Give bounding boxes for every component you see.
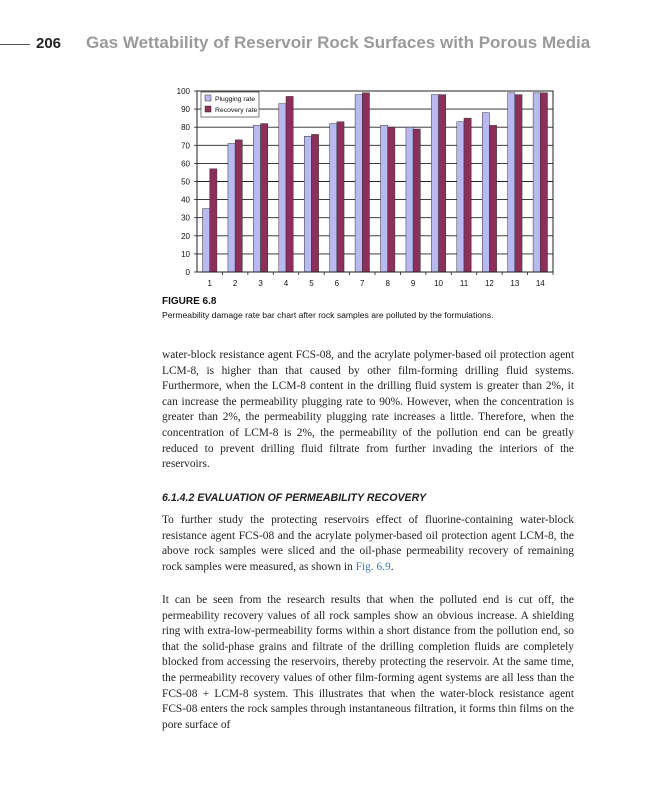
figure-6-9-link[interactable]: Fig. 6.9	[355, 560, 391, 573]
bar-recovery-rate	[489, 125, 496, 272]
x-tick-label: 7	[360, 279, 365, 288]
y-tick-label: 20	[181, 231, 190, 241]
bar-plugging-rate	[406, 127, 413, 272]
bar-plugging-rate	[304, 136, 311, 272]
bar-recovery-rate	[286, 96, 293, 272]
bar-plugging-rate	[330, 124, 337, 272]
y-tick-label: 90	[181, 105, 190, 115]
x-tick-label: 8	[385, 279, 390, 288]
x-tick-label: 4	[283, 279, 289, 288]
bar-recovery-rate	[311, 134, 318, 272]
bar-plugging-rate	[482, 113, 489, 272]
bar-recovery-rate	[540, 93, 547, 272]
x-tick-label: 12	[484, 279, 494, 288]
bar-recovery-rate	[464, 118, 471, 272]
bar-plugging-rate	[533, 93, 540, 272]
y-tick-label: 50	[181, 177, 190, 187]
bar-recovery-rate	[362, 93, 369, 272]
x-tick-label: 10	[434, 279, 444, 288]
x-tick-label: 13	[510, 279, 520, 288]
y-tick-label: 60	[181, 159, 190, 169]
running-header-title: Gas Wettability of Reservoir Rock Surfaces with Porous Media	[86, 33, 591, 52]
x-tick-label: 5	[309, 279, 314, 288]
figure-caption: Permeability damage rate bar chart after rock samples are polluted by the formulations.	[162, 310, 494, 320]
bar-recovery-rate	[210, 169, 217, 272]
bar-recovery-rate	[413, 129, 420, 272]
body-paragraph-2	[162, 513, 574, 575]
bar-plugging-rate	[355, 95, 362, 272]
legend-swatch	[205, 106, 211, 112]
legend-label: Recovery rate	[215, 107, 258, 114]
y-tick-label: 100	[176, 87, 190, 96]
x-tick-label: 9	[410, 279, 416, 288]
y-tick-label: 70	[181, 141, 190, 151]
bar-plugging-rate	[381, 125, 388, 272]
bar-recovery-rate	[261, 124, 268, 272]
bar-recovery-rate	[515, 95, 522, 272]
bar-plugging-rate	[431, 95, 438, 272]
bar-recovery-rate	[337, 122, 344, 272]
x-tick-label: 1	[207, 279, 212, 288]
bar-plugging-rate	[508, 93, 515, 272]
x-tick-label: 6	[334, 279, 340, 288]
bar-plugging-rate	[457, 122, 464, 272]
y-tick-label: 0	[185, 268, 190, 277]
paragraph-2-text: To further study the protecting reservoirs effect of fluorine-containing water-block resistance agent FCS-08 and the acrylate polymer-based oil protection agent LCM-8, the above rock samples were sliced and the oil-phase permeability recovery of remaining rock samples were measured, as shown in	[162, 514, 574, 573]
page-number: 206	[36, 35, 62, 52]
bar-plugging-rate	[279, 104, 286, 272]
header-rule	[0, 44, 30, 45]
legend-label: Plugging rate	[215, 96, 256, 103]
bar-recovery-rate	[235, 140, 242, 272]
y-tick-label: 80	[181, 123, 190, 133]
bar-recovery-rate	[388, 127, 395, 272]
bar-recovery-rate	[439, 95, 446, 272]
x-tick-label: 11	[459, 279, 469, 288]
y-tick-label: 40	[181, 195, 190, 205]
legend-swatch	[205, 95, 211, 101]
y-tick-label: 30	[181, 213, 190, 223]
x-tick-label: 3	[258, 279, 263, 288]
body-paragraph-1: water-block resistance agent FCS-08, and the acrylate polymer-based oil protection agent LCM-8, is higher than that caused by other film-forming drilling fluid systems. Furthermore, when the LCM-8 content in the drilling fluid system is greater than 2%, it can increase the permeability plugging rate to 90%. However, when the concentration is greater than 2%, the permeability plugging rate increases a little. Therefore, when the concentration of LCM-8 is 2%, the permeability of the pollution end can be greatly reduced to prevent drilling fluid filtrate from further invading the interiors of the reservoirs.	[162, 349, 574, 471]
bar-plugging-rate	[203, 209, 210, 272]
y-tick-label: 10	[181, 249, 190, 259]
bar-plugging-rate	[253, 125, 260, 272]
x-tick-label: 14	[535, 279, 545, 288]
body-paragraph-3: It can be seen from the research results that when the polluted end is cut off, the permeability recovery values of all rock samples show an obvious increase. A shielding ring with extra-low-permeability forms within a short distance from the pollution end, so that the solid-phase grains and filtrate of the drilling completion fluids are completely blocked from accessing the reservoirs, thereby protecting the reservoir. At the same time, the permeability recovery values of other film-forming agent systems are all less than the FCS-08 + LCM-8 system. This illustrates that when the water-block resistance agent FCS-08 enters the rock samples through instantaneous filtration, it forms thin films on the pore surface of	[162, 594, 574, 731]
x-tick-label: 2	[232, 279, 238, 288]
bar-chart	[165, 85, 565, 295]
figure-label: FIGURE 6.8	[162, 296, 217, 307]
section-heading: 6.1.4.2 EVALUATION OF PERMEABILITY RECOVERY	[162, 492, 427, 504]
paragraph-2-end: .	[390, 560, 394, 573]
bar-plugging-rate	[228, 143, 235, 272]
